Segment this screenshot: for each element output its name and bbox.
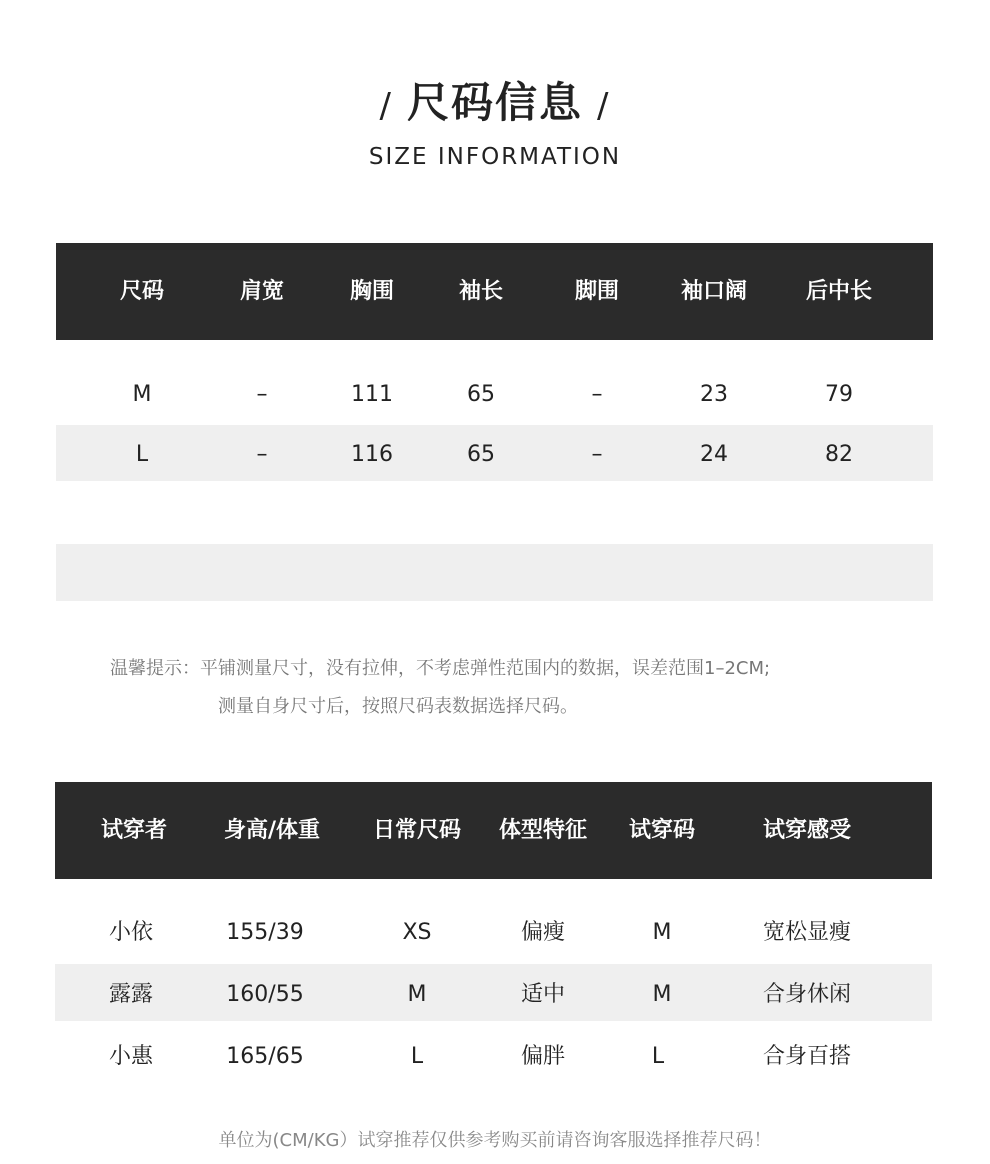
table-cell: 小惠 — [108, 1044, 154, 1069]
try-header-cell: 试穿码 — [628, 818, 696, 843]
table-cell: M — [407, 982, 427, 1007]
table-row — [55, 964, 932, 1021]
table-cell: 23 — [700, 382, 728, 407]
try-on-table — [55, 782, 932, 1092]
try-header-cell: 身高/体重 — [223, 818, 321, 843]
table-cell: 160/55 — [226, 982, 304, 1007]
table-cell: XS — [402, 920, 432, 945]
table-cell: M — [652, 920, 672, 945]
table-cell: 111 — [351, 382, 393, 407]
empty-table-row — [56, 544, 933, 601]
table-cell: 165/65 — [226, 1044, 304, 1069]
table-cell: M — [652, 982, 672, 1007]
try-header-cell: 体型特征 — [498, 818, 588, 843]
table-cell: 24 — [700, 442, 728, 467]
table-cell: 小依 — [108, 920, 154, 945]
try-header-cell: 日常尺码 — [372, 818, 462, 843]
size-header-cell: 胸围 — [349, 279, 395, 304]
note-line-1: 温馨提示：平铺测量尺寸，没有拉伸，不考虑弹性范围内的数据，误差范围1–2CM; — [110, 658, 771, 679]
size-header-cell: 肩宽 — [239, 279, 285, 304]
title-slash-left: / — [379, 86, 393, 126]
page-title — [0, 70, 990, 130]
table-cell: L — [651, 1044, 665, 1069]
try-on-table-header — [55, 782, 932, 879]
table-cell: 155/39 — [226, 920, 304, 945]
table-cell: 合身百搭 — [762, 1044, 852, 1069]
table-cell: 宽松显瘦 — [762, 920, 852, 945]
table-cell: – — [256, 442, 268, 467]
table-cell: L — [410, 1044, 424, 1069]
table-cell: 露露 — [108, 982, 154, 1007]
table-cell: 65 — [467, 382, 495, 407]
table-row — [56, 365, 933, 425]
title-block — [0, 70, 990, 170]
size-header-cell: 后中长 — [805, 279, 873, 304]
table-cell: 82 — [825, 442, 853, 467]
table-row — [55, 1026, 932, 1088]
size-header-cell: 袖长 — [458, 279, 504, 304]
table-cell: 适中 — [520, 982, 566, 1007]
page-subtitle: SIZE INFORMATION — [368, 144, 622, 170]
table-cell: – — [256, 382, 268, 407]
table-cell: 65 — [467, 442, 495, 467]
title-cn-text: 尺码信息 — [406, 78, 583, 127]
table-cell: 偏瘦 — [520, 920, 566, 945]
table-row — [56, 425, 933, 481]
table-cell: M — [132, 382, 152, 407]
measurement-note — [110, 650, 770, 726]
table-cell: L — [135, 442, 149, 467]
table-cell: 79 — [825, 382, 853, 407]
size-header-cell: 袖口阔 — [680, 279, 748, 304]
size-table-header — [56, 243, 933, 340]
try-header-cell: 试穿者 — [100, 818, 168, 843]
size-header-cell: 尺码 — [119, 279, 165, 304]
try-header-cell: 试穿感受 — [762, 818, 852, 843]
table-cell: 偏胖 — [520, 1044, 566, 1069]
table-row — [55, 902, 932, 964]
table-cell: 116 — [351, 442, 393, 467]
footer-note: 单位为(CM/KG）试穿推荐仅供参考购买前请咨询客服选择推荐尺码！ — [218, 1130, 772, 1151]
table-cell: 合身休闲 — [762, 982, 852, 1007]
note-line-2: 测量自身尺寸后，按照尺码表数据选择尺码。 — [218, 696, 578, 717]
size-table — [56, 243, 933, 601]
table-cell: – — [591, 382, 603, 407]
size-header-cell: 脚围 — [574, 279, 620, 304]
table-cell: – — [591, 442, 603, 467]
title-slash-right: / — [597, 86, 611, 126]
